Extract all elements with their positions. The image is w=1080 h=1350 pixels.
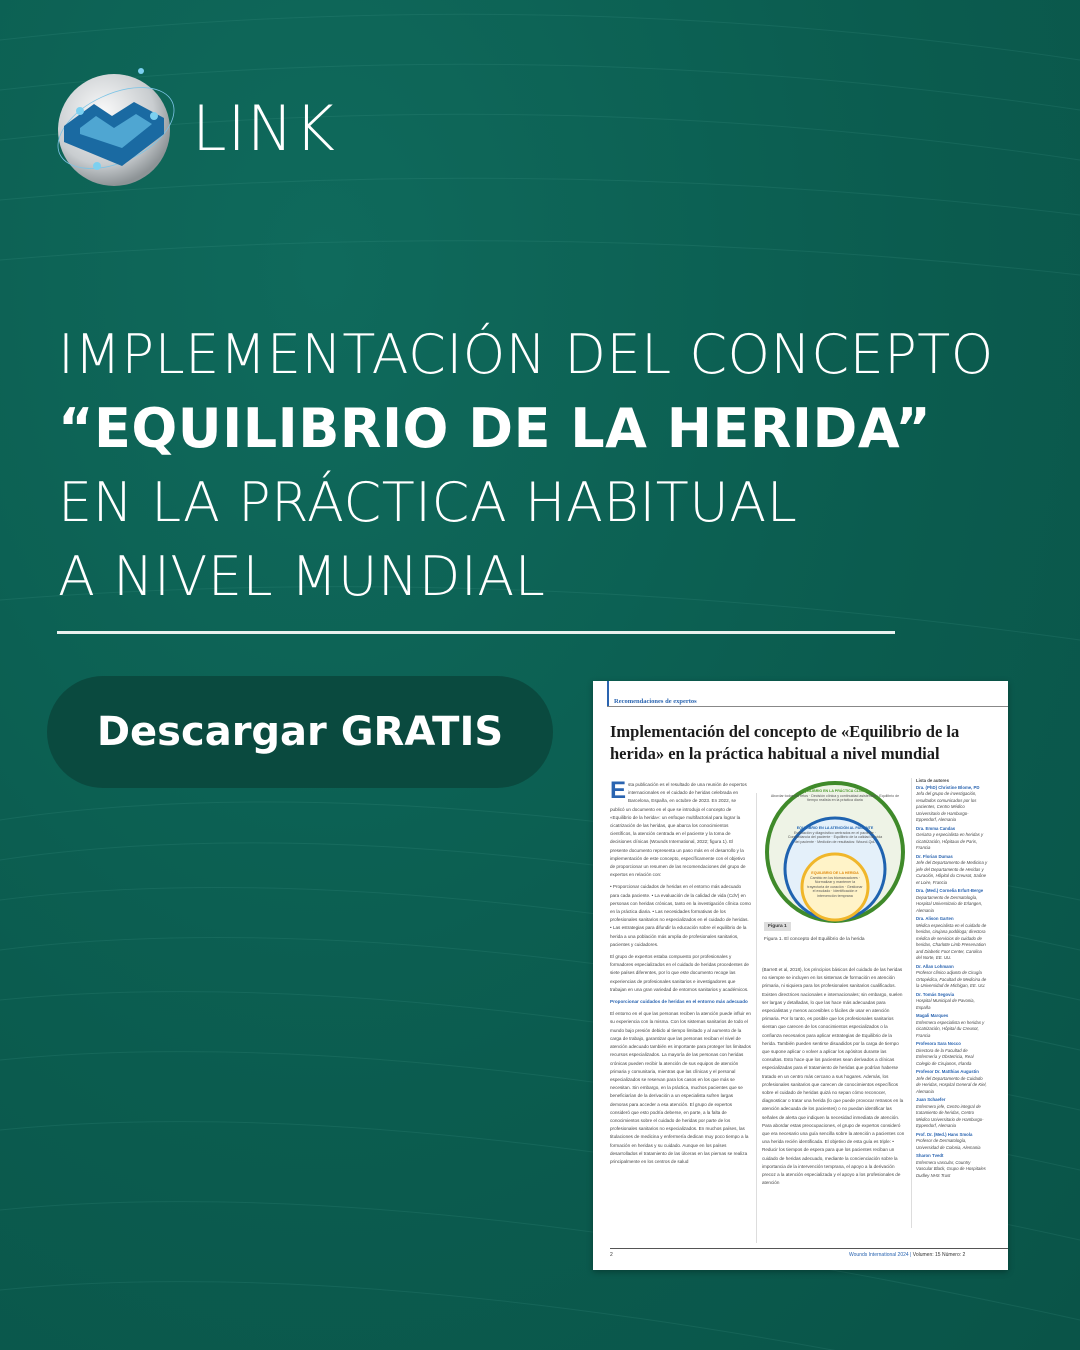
column-divider — [756, 793, 757, 1243]
intro-paragraph: sta publicación es el resultado de una reunión de expertos internacionales en el cuidado de heridas celebrada en Barcelona, España, en octubre de 2023. En 2022, se publicó un documento en el que se introdujo el concepto de «Equilibrio de la herida»: un enfoque multifactorial para lograr la cicatrización de las heridas, que abarca los conocimientos científicos, la atención centrada en el paciente y la toma de decisiones clínicas (Wounds International, 2022; figura 1). El presente documento representa un paso más en el desarrollo y la implementación de este concepto, específicamente con el objetivo de proporcionar un resumen de las recomendaciones del grupo de expertos en relación con: — [610, 782, 747, 878]
author: Dr. Allan Lohmann Profesor clínico adjunto de Cirugía Ortopédica, Facultad de Medicina de la Universidad de Michigan, EE. UU. — [916, 963, 987, 988]
author: Profesora Sara Nocco Directora de la Facultad de Enfermería y Obstetricia, Real Colegio de Cirujanos, Irlanda — [916, 1041, 974, 1066]
author: Sharon Tvedt Enfermera vascular, Country Vascular Black, Grupo de Hospitales Dudley NHS Trust — [916, 1153, 986, 1178]
author: Juan Schaefer Enfermero jefe, Centro integral de tratamiento de heridas, Centro Médico Universitario de Hamburgo-Eppendorf, Alemania — [916, 1097, 984, 1128]
author: Dr. Tomás Segovia Hospital Municipal de Pavonia, España — [916, 991, 975, 1010]
header-rule — [607, 706, 1008, 707]
document-preview[interactable] — [593, 681, 1008, 1270]
headline-line-1: IMPLEMENTACIÓN DEL CONCEPTO — [58, 323, 994, 386]
paragraph: El grupo de expertos estaba compuesto por profesionales y formadores especializados en el cuidado de heridas procedentes de siete países diferentes, por lo que este documento recoge las experiencias de profesionales sanitarios e investigadores que trabajan en una gran variedad de entornos sanitarios y académicos. — [610, 954, 749, 992]
section-label: Recomendaciones de expertos — [614, 698, 697, 705]
outer-ring-title: EQUILIBRIO EN LA PRÁCTICA CLÍNICA — [801, 789, 869, 793]
footer-rule — [610, 1248, 1008, 1249]
middle-ring-title: EQUILIBRIO EN LA ATENCIÓN AL PACIENTE — [796, 826, 874, 830]
authors-list — [916, 778, 988, 1181]
author: Magali Marques Enfermera especialista en heridas y cicatrización, Hôpital du Creusot, Francia — [916, 1013, 985, 1038]
wound-balance-diagram — [765, 781, 905, 923]
inner-ring-items: Cambio en los biomarcadores · Normalizar y mantener la trayectoria de curación · Gestionar el exudado · Identificación e intervención temprana — [807, 875, 863, 898]
figure-badge: Figura 1 — [764, 922, 791, 931]
column-left — [610, 777, 751, 1170]
column-middle — [762, 966, 906, 1191]
subheading: Proporcionar cuidados de heridas en el entorno más adecuado — [610, 999, 748, 1005]
paragraph: (Barrett et al, 2018), los principios básicos del cuidado de las heridas no siempre se incluyen en los sistemas de formación en atención primaria, ni siquiera para los profesionales sanitarios cualificados. Existen directrices nacionales e internacionales; sin embargo, suelen ser largas y detalladas, lo que las hace más adecuadas para especialistas y menos accesibles o fáciles de usar en atención primaria. Por lo tanto, es posible que los profesionales sanitarios sientan que carecen de los conocimientos especializados o la confianza necesarios para aplicar estrategias de Equilibrio de la herida. También pueden sentirse disuadidos por la carga de tiempo que supone aplicar o volver a aplicar los apósitos durante las consultas. Esto hace que los pacientes sean derivados a clínicas especializadas para el tratamiento de heridas que podrían haberse tratado en un centro más cercano a sus hogares. Además, los profesionales sanitarios que carecen de conocimientos específicos sobre el cuidado de heridas quizá no sepan cómo reconocer, diagnosticar o tratar una herida (lo que puede provocar retrasos en la atención adecuada de los pacientes) o no puedan identificar las señales de alerta que indiquen la necesidad inmediata de atención. Para abordar estas preocupaciones, el grupo de expertos consideró que era necesario una guía sencilla sobre la atención a pacientes con una herida recién identificada. El objetivo de esta guía es triple: • Reducir los tiempos de espera para que los pacientes reciban un cuidado de heridas adecuado, mediante la concienciación sobre la importancia de la intervención temprana, el apoyo a la derivación precoz a la atención especializada y el apoyo a los profesionales de atención — [762, 967, 905, 1186]
download-free-button[interactable]: Descargar GRATIS — [47, 676, 553, 788]
journal-name: Wounds International 2024 — [849, 1252, 909, 1258]
inner-ring-title: EQUILIBRIO DE LA HERIDA — [811, 871, 859, 875]
dropcap: E — [610, 777, 627, 804]
author: Dr. Florian Dumas Jefe del Departamento de Medicina y jefe del Departamento de Heridas y Curación, Hôpital du Creusot, Saône et Loire, Francia — [916, 853, 988, 885]
figure-caption: Figura 1. El concepto del Equilibrio de la herida — [764, 937, 865, 942]
author: Dra. (PhD) Christine Blome, PD Jefa del grupo de investigación, resultados comunicados por los pacientes, Centro Médico Universitario de Hamburgo-Eppendorf, Alemania — [916, 784, 980, 822]
journal-info: Wounds International 2024 | Volumen: 15 Número: 2 — [849, 1252, 966, 1258]
section-marker — [607, 681, 609, 706]
volume-info: Volumen: 15 Número: 2 — [912, 1252, 966, 1258]
document-title: Implementación del concepto de «Equilibrio de la herida» en la práctica habitual a nivel mundial — [610, 722, 960, 763]
column-divider — [911, 778, 912, 1228]
divider — [57, 631, 895, 634]
headline-line-3: EN LA PRÁCTICA HABITUAL — [58, 471, 798, 534]
author: Prof. Dr. (Med.) Hans Smola Profesor de Dermatología, Universidad de Colonia, Alemania — [916, 1131, 981, 1150]
headline-line-2: “EQUILIBRIO DE LA HERIDA” — [58, 397, 932, 460]
author: Dra. Alison Garten Médica especialista en el cuidado de heridas, cirujana podóloga; directora médica de servicios de cuidado de heridas, Charlotte Limb Preservation and Diabetic Foot Center, Carolina del Norte, EE. UU. — [916, 916, 987, 960]
author: Dra. (Med.) Cornelia Erfurt-Berge Departamento de Dermatología, Hospital Universitario de Erlangen, Alemania — [916, 888, 984, 913]
author: Dra. Emma Candas Geriatra y especialista en heridas y cicatrización, Hôpitaux de Paris, Francia — [916, 825, 984, 850]
authors-title: Lista de autores — [916, 778, 949, 783]
outer-ring-items: Abordar todos los retos · Decisión clínica y continuidad asistencial · Equilibrio de tiempo realista en la práctica diaria — [770, 793, 900, 803]
headline — [58, 318, 994, 614]
paragraph: El entorno en el que las personas reciben la atención puede influir en su experiencia con la misma. Con los sistemas sanitarios de todo el mundo bajo presión debido al tiempo limitado y al aumento de la carga de trabajo, garantizar que las personas reciban el nivel de atención adecuado también es importante para proteger los limitados recursos especializados. La mayoría de las personas con heridas crónicas pueden recibir la atención de sus equipos de atención primaria y comunitaria, mientras que las clínicas y el personal especializados se reservan para los casos en los que más se necesitan. Sin embargo, en la práctica, muchos pacientes que se beneficiarían de la derivación a un especialista sufren largas demoras para acceder a esa atención. El grupo de expertos consideró que esto podría deberse, en parte, a la falta de conocimientos sobre el cuidado de heridas por parte de los profesionales sanitarios no especializados. En muchos países, las titulaciones de medicina y enfermería dedican muy poco tiempo a la formación en heridas y su cuidado. Aunque en los países desarrollados el tratamiento de las úlceras en las piernas se realiza principalmente en los centros de salud — [610, 1011, 751, 1164]
author: Profesor Dr. Matthias Augustin Jefe del Departamento de Cuidado de Heridas, Hospital General de Kiel, Alemania — [916, 1069, 987, 1094]
brand-name: LINK — [192, 92, 336, 165]
headline-line-4: A NIVEL MUNDIAL — [58, 545, 546, 608]
page-number: 2 — [610, 1252, 613, 1258]
bullet-list: • Proporcionar cuidados de heridas en el entorno más adecuado para cada paciente. • La evaluación de la calidad de vida (CdV) en personas con heridas crónicas, tanto en la investigación clínica como en la práctica diaria. • Las necesidades formativas de los profesionales sanitarios no especializados en el cuidado de heridas. • Las estrategias para difundir la educación sobre el equilibrio de la herida a una población más amplia de profesionales sanitarios, pacientes y cuidadores. — [610, 884, 751, 947]
middle-ring-items: Evaluación y diagnóstico centrados en el paciente · Concordancia del paciente · Equilibrio de la calidad de vida del paciente · Medición de resultados: Wound-QoL — [787, 830, 883, 844]
link-logo-icon — [52, 66, 180, 190]
